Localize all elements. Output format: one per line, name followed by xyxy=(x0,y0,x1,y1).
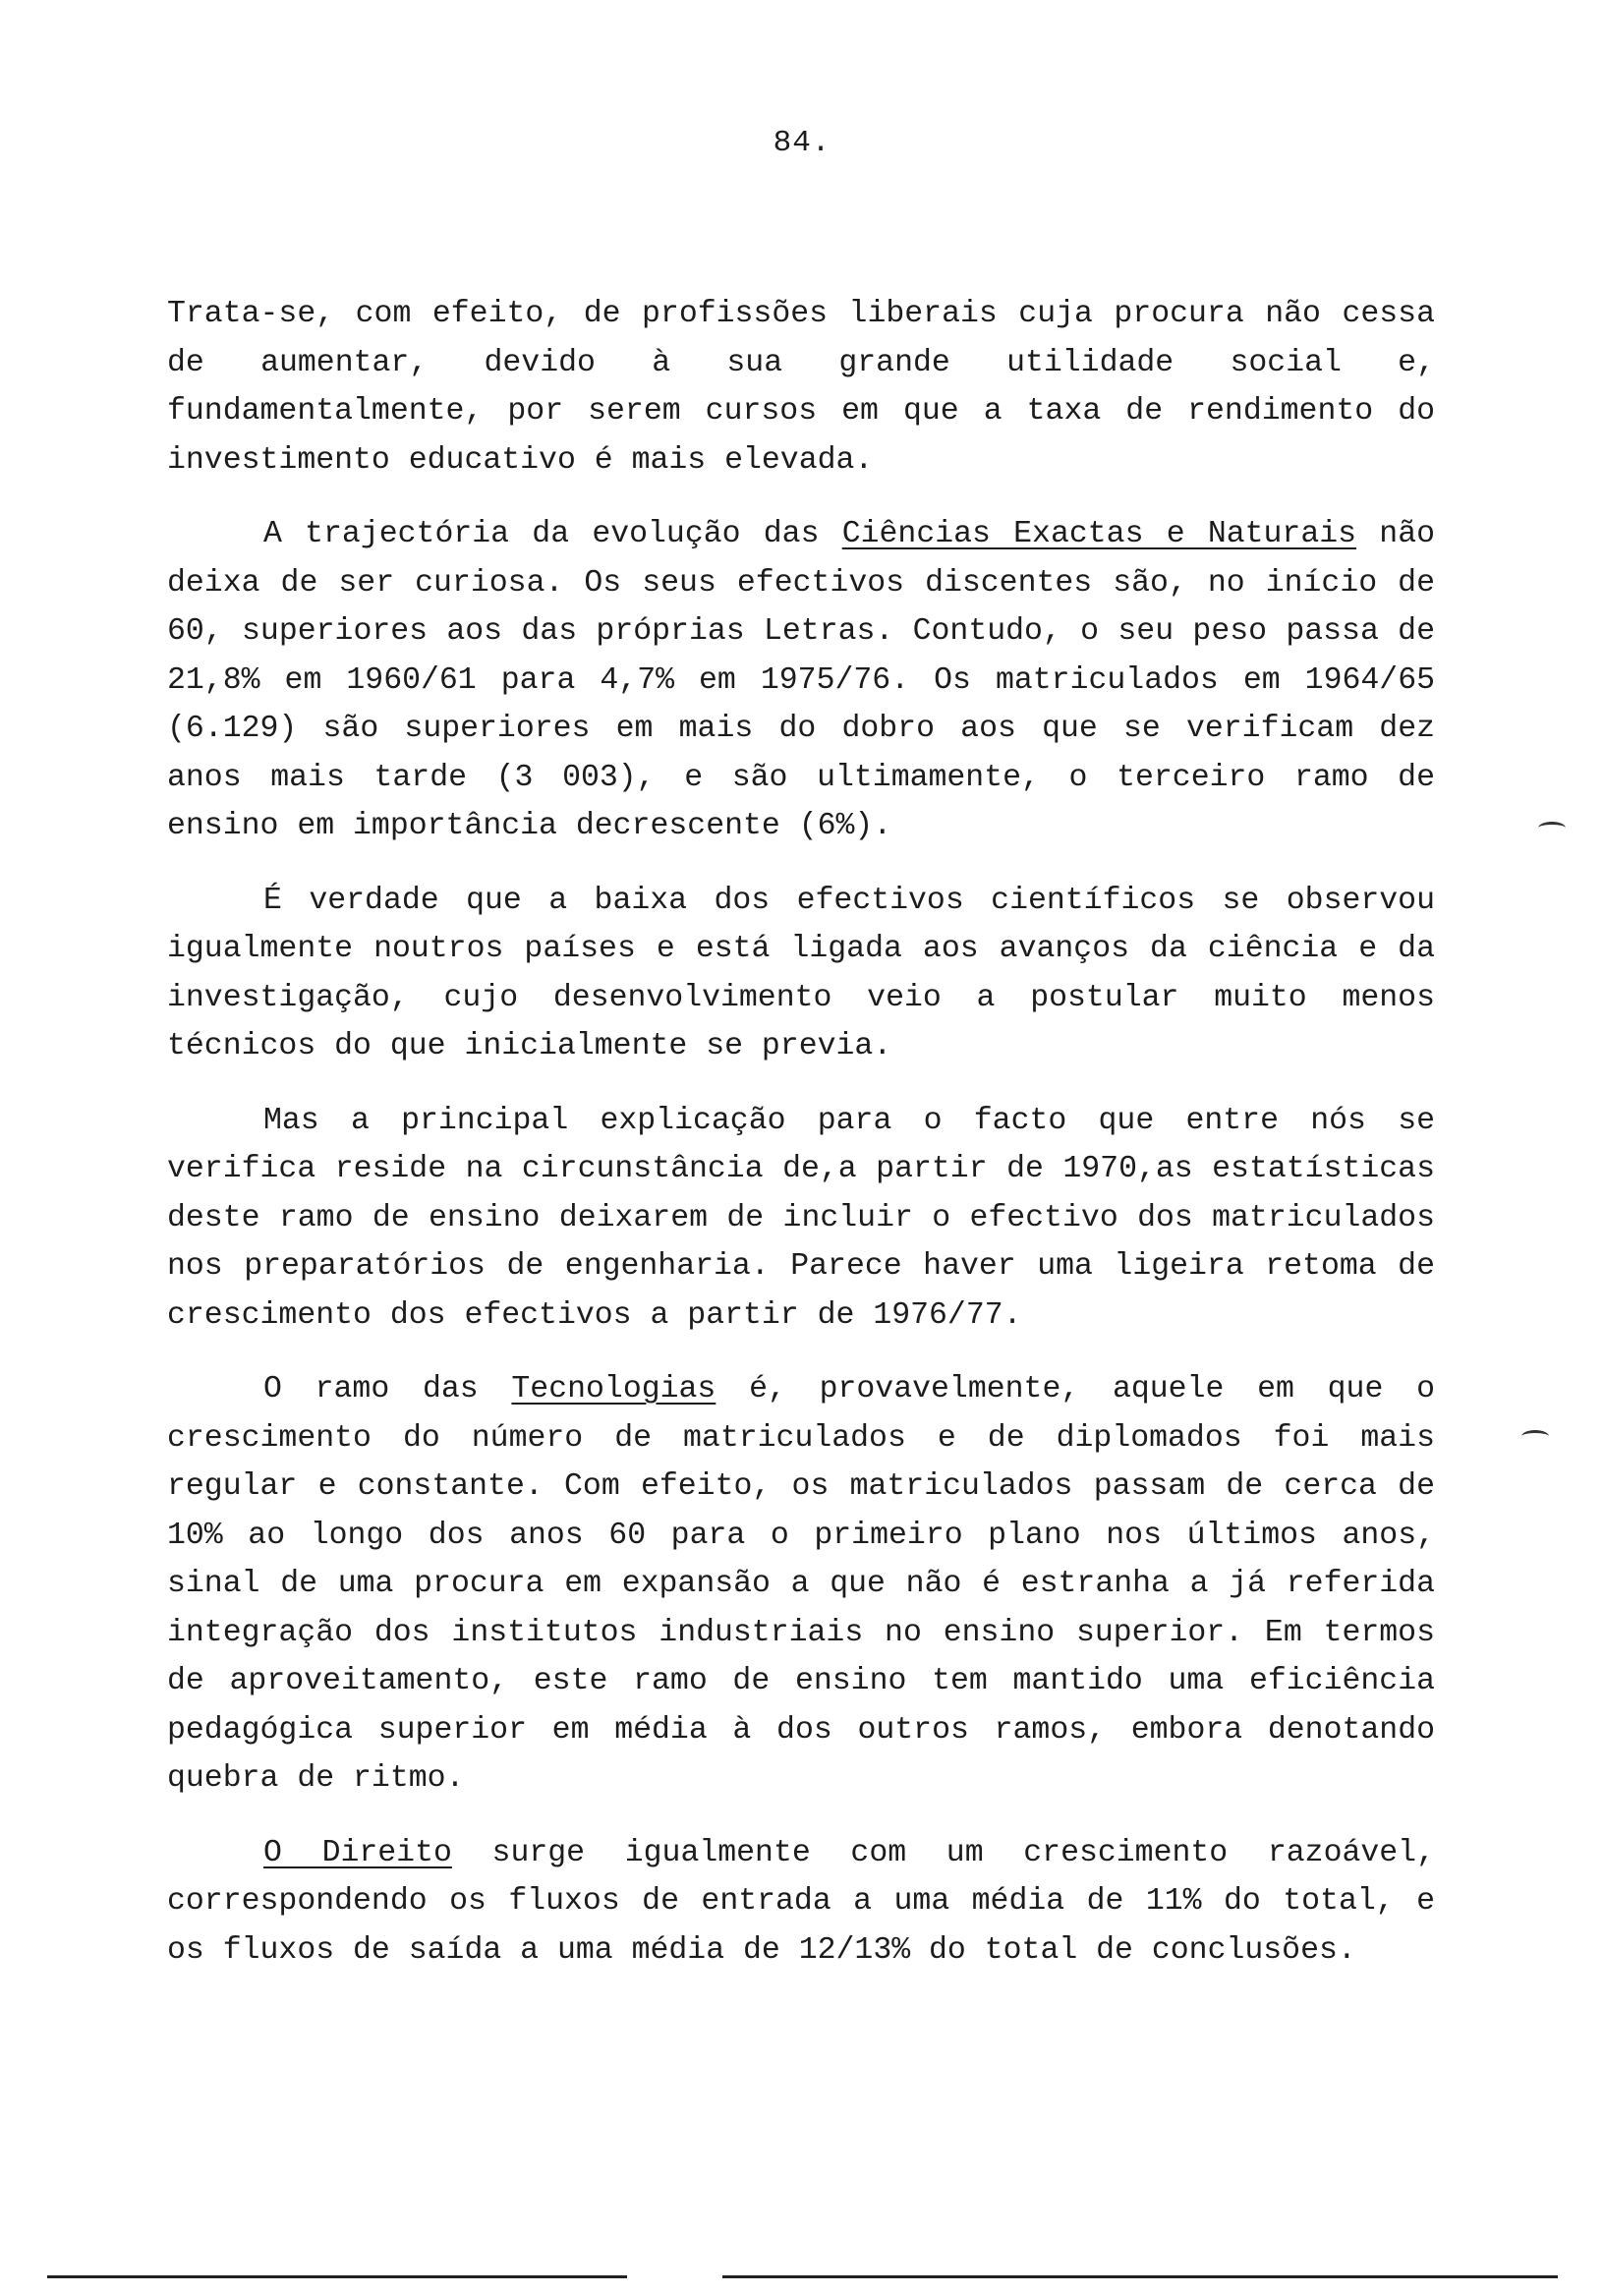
paragraph-text: A trajectória da evolução das xyxy=(263,517,842,551)
paragraph xyxy=(167,1365,1435,1804)
margin-mark xyxy=(1538,822,1566,834)
paragraph xyxy=(167,1097,1435,1341)
paragraph-text: surge igualmente com um crescimento razoável, correspondendo os fluxos de entrada a uma média de 11% do total, e os fluxos de saída a uma média de 12/13% do total de conclusões. xyxy=(167,1835,1435,1968)
paragraph xyxy=(167,510,1435,851)
underlined-term: Ciências Exactas e Naturais xyxy=(841,517,1357,551)
page-number: 84. xyxy=(773,126,831,160)
underlined-term: O Direito xyxy=(263,1835,452,1870)
footer-rule xyxy=(47,2275,627,2278)
paragraph-text: é, provavelmente, aquele em que o crescimento do número de matriculados e de diplomados foi mais regular e constante. Com efeito, os matriculados passam de cerca de 10% ao longo dos anos 60 para o primeiro plano nos últimos anos, sinal de uma procura em expansão a que não é estranha a já referida integração dos institutos industriais no ensino superior. Em termos de aproveitamento, este ramo de ensino tem mantido uma eficiência pedagógica superior em média à dos outros ramos, embora denotando quebra de ritmo. xyxy=(167,1372,1435,1796)
paragraph-text: O ramo das xyxy=(263,1372,512,1406)
paragraph xyxy=(167,877,1435,1071)
paragraph xyxy=(167,290,1435,485)
margin-mark xyxy=(1521,1430,1549,1443)
underlined-term: Tecnologias xyxy=(511,1372,716,1406)
paragraph-text: Mas a principal explicação para o facto que entre nós se verifica reside na circunstância de,a partir de 1970,as estatísticas deste ramo de ensino deixarem de incluir o efectivo dos matriculados nos preparatórios de engenharia. Parece haver uma ligeira retoma de crescimento dos efectivos a partir de 1976/77. xyxy=(167,1103,1435,1333)
paragraph-text: É verdade que a baixa dos efectivos científicos se observou igualmente noutros países e está ligada aos avanços da ciência e da investigação, cujo desenvolvimento veio a postular muito menos técnicos do que inicialmente se previa. xyxy=(167,883,1435,1063)
paragraph xyxy=(167,1829,1435,1976)
body-text xyxy=(167,290,1435,2000)
footer-rule xyxy=(722,2275,1558,2278)
paragraph-text: Trata-se, com efeito, de profissões liberais cuja procura não cessa de aumentar, devido à sua grande utilidade social e, fundamentalmente, por serem cursos em que a taxa de rendimento do investimento educativo é mais elevada. xyxy=(167,297,1435,478)
paragraph-text: não deixa de ser curiosa. Os seus efectivos discentes são, no início de 60, superiores aos das próprias Letras. Contudo, o seu peso passa de 21,8% em 1960/61 para 4,7% em 1975/76. Os matriculados em 1964/65 (6.129) são superiores em mais do dobro aos que se verificam dez anos mais tarde (3 003), e são ultimamente, o terceiro ramo de ensino em importância decrescente (6%). xyxy=(167,517,1435,843)
